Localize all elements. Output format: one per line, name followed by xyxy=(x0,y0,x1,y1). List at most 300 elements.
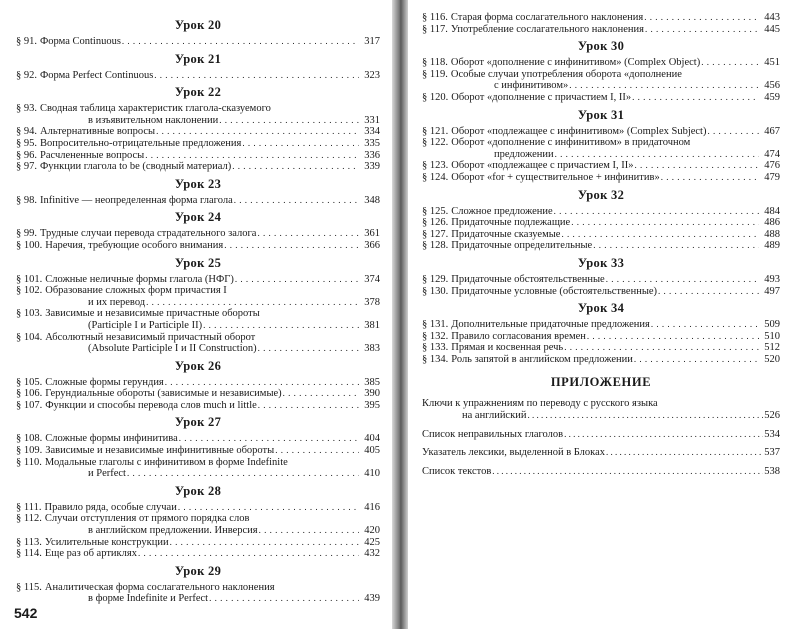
lesson-heading: Урок 31 xyxy=(577,107,625,122)
toc-entry xyxy=(16,240,380,252)
toc-entry xyxy=(422,137,780,160)
section-title: Модальные глаголы с инфинитивом в форме Indefinite xyxy=(44,456,288,468)
appendix-entry-line xyxy=(422,410,780,422)
section-title: Вопросительно-отрицательные предложения xyxy=(40,137,242,149)
leader-dots xyxy=(122,36,359,48)
section-title: (Participle I и Participle II) xyxy=(88,319,203,331)
section-number: § 96. xyxy=(16,149,37,161)
lesson-heading: Урок 23 xyxy=(174,176,222,191)
section-page: 383 xyxy=(364,343,380,355)
section-page: 374 xyxy=(364,273,380,285)
section-number: § 134. xyxy=(422,353,449,365)
appendix-title: ПРИЛОЖЕНИЕ xyxy=(550,375,652,390)
section-number: § 133. xyxy=(422,342,449,354)
toc-entry-line xyxy=(16,525,380,537)
section-page: 336 xyxy=(364,149,380,161)
section-number: § 106. xyxy=(16,388,43,400)
toc-entry xyxy=(16,513,380,536)
toc-entry-line xyxy=(422,126,780,138)
appendix-entry-page: 537 xyxy=(764,447,780,459)
leader-dots xyxy=(635,160,759,172)
section-title: Правило согласования времен xyxy=(451,330,586,342)
section-title: Infinitive — неопределенная форма глагола xyxy=(40,194,233,206)
toc-entry-line xyxy=(16,228,380,240)
section-page: 512 xyxy=(764,342,780,354)
toc-entry xyxy=(16,433,380,445)
toc-entry-line xyxy=(16,274,380,286)
section-page: 467 xyxy=(764,125,780,137)
page-number: 542 xyxy=(14,605,38,621)
appendix-entry-page: 538 xyxy=(764,465,780,477)
section-title: Правило ряда, особые случаи xyxy=(44,501,177,513)
toc-entry-line xyxy=(16,332,380,344)
toc-entry xyxy=(422,240,780,252)
section-number: § 125. xyxy=(422,205,449,217)
lesson-heading: Урок 30 xyxy=(577,39,625,54)
section-title: Сложные неличные формы глагола (НФГ) xyxy=(45,273,234,285)
section-page: 443 xyxy=(764,12,780,23)
leader-dots xyxy=(606,274,759,286)
section-title: Аналитическая форма сослагательного наклонения xyxy=(44,581,275,593)
section-page: 420 xyxy=(364,525,380,537)
toc-entry xyxy=(16,582,380,605)
section-number: § 100. xyxy=(16,239,43,251)
section-page: 366 xyxy=(364,239,380,251)
section-title: Старая форма сослагательного наклонения xyxy=(450,12,644,23)
toc-entry xyxy=(16,138,380,150)
section-number: § 129. xyxy=(422,273,449,285)
section-page: 493 xyxy=(764,273,780,285)
section-number: § 102. xyxy=(16,285,43,297)
toc-entry-line xyxy=(16,240,380,252)
section-title: предложении xyxy=(494,148,554,160)
toc-entry-line xyxy=(16,320,380,332)
section-title: Придаточные обстоятельственные xyxy=(451,273,605,285)
appendix-entry-title: Список текстов xyxy=(422,465,492,477)
section-title: в форме Indefinite и Perfect xyxy=(88,593,209,605)
toc-entry xyxy=(16,332,380,355)
section-title: с инфинитивом» xyxy=(494,80,569,92)
toc-entry-line xyxy=(422,80,780,92)
section-title: Сложное предложение xyxy=(451,205,553,217)
section-title: Оборот «дополнение с инфинитивом» (Complex Object) xyxy=(450,57,701,69)
leader-dots xyxy=(170,537,359,549)
section-page: 459 xyxy=(764,91,780,103)
right-page xyxy=(408,0,800,629)
section-title: Придаточные условные (обстоятельственные) xyxy=(451,285,658,297)
toc-entry-line xyxy=(16,502,380,514)
toc-entry-line xyxy=(422,274,780,286)
leader-dots xyxy=(564,342,759,354)
toc-entry-line xyxy=(16,150,380,162)
lesson-heading: Урок 24 xyxy=(174,210,222,225)
toc-entry-line xyxy=(16,537,380,549)
toc-entry xyxy=(16,388,380,400)
section-page: 410 xyxy=(364,468,380,480)
toc-entry xyxy=(16,70,380,82)
section-title: Оборот «for + существительное + инфинитив» xyxy=(451,171,660,183)
section-title: Еще раз об артиклях xyxy=(44,548,137,560)
section-number: § 103. xyxy=(16,308,43,320)
leader-dots xyxy=(178,502,359,514)
toc-entry xyxy=(422,172,780,184)
toc-entry xyxy=(16,457,380,480)
toc-entry-line xyxy=(16,513,380,525)
leader-dots xyxy=(242,138,359,150)
section-page: 335 xyxy=(364,137,380,149)
leader-dots xyxy=(234,195,359,207)
toc-entry-line xyxy=(16,400,380,412)
lesson-heading: Урок 22 xyxy=(174,85,222,100)
toc-entry-line xyxy=(422,331,780,343)
toc-entry xyxy=(422,12,780,24)
section-title: в изъявительном наклонении xyxy=(88,114,219,126)
toc-entry-line xyxy=(16,115,380,127)
section-number: § 101. xyxy=(16,273,43,285)
appendix-entry-line xyxy=(422,398,780,410)
lesson-heading: Урок 32 xyxy=(577,187,625,202)
section-page: 484 xyxy=(764,205,780,217)
section-title: Усилительные конструкции xyxy=(44,536,169,548)
toc-entry xyxy=(422,206,780,218)
section-page: 432 xyxy=(364,548,380,560)
toc-entry-line xyxy=(16,195,380,207)
leader-dots xyxy=(632,92,759,104)
leader-dots xyxy=(561,229,759,241)
section-page: 488 xyxy=(764,228,780,240)
section-page: 404 xyxy=(364,433,380,445)
section-title: Расчлененные вопросы xyxy=(40,149,145,161)
toc-entry xyxy=(16,285,380,308)
appendix-entry-page: 534 xyxy=(764,428,780,440)
section-title: Оборот «подлежащее с причастием I, II» xyxy=(451,160,634,172)
section-title: Дополнительные придаточные предложения xyxy=(451,319,650,331)
section-number: § 132. xyxy=(422,330,449,342)
section-title: Употребление сослагательного наклонения xyxy=(450,23,644,35)
section-title: Форма Perfect Continuous xyxy=(40,69,154,81)
leader-dots xyxy=(701,57,759,69)
section-number: § 98. xyxy=(16,194,37,206)
section-number: § 121. xyxy=(422,125,449,137)
leader-dots xyxy=(154,70,359,82)
leader-dots xyxy=(283,388,359,400)
leader-dots xyxy=(707,126,759,138)
lesson-heading: Урок 29 xyxy=(174,563,222,578)
section-title: Случаи отступления от прямого порядка слов xyxy=(44,513,250,525)
toc-entry-line xyxy=(422,92,780,104)
section-page: 439 xyxy=(364,593,380,605)
toc-entry xyxy=(422,274,780,286)
left-page xyxy=(0,0,392,629)
section-title: Зависимые и независимые причастные обороты xyxy=(45,308,260,320)
leader-dots xyxy=(587,331,759,343)
toc-entry xyxy=(422,354,780,366)
appendix-entry-line xyxy=(422,429,780,441)
toc-entry xyxy=(16,161,380,173)
section-number: § 95. xyxy=(16,137,37,149)
section-page: 331 xyxy=(364,114,380,126)
section-page: 339 xyxy=(364,161,380,173)
toc-entry-line xyxy=(16,70,380,82)
section-number: § 126. xyxy=(422,217,449,229)
section-page: 451 xyxy=(764,57,780,69)
section-number: § 97. xyxy=(16,161,37,173)
toc-entry xyxy=(16,537,380,549)
toc-entry-line xyxy=(422,354,780,366)
section-number: § 127. xyxy=(422,228,449,240)
leader-dots xyxy=(645,24,759,36)
section-number: § 117. xyxy=(422,23,448,35)
section-page: 390 xyxy=(364,388,380,400)
section-title: и их перевод xyxy=(88,296,146,308)
toc-entry xyxy=(422,92,780,104)
toc-entry xyxy=(16,400,380,412)
section-title: Зависимые и независимые инфинитивные обороты xyxy=(45,445,275,457)
section-page: 334 xyxy=(364,126,380,138)
lesson-heading: Урок 21 xyxy=(174,51,222,66)
section-page: 497 xyxy=(764,285,780,297)
section-page: 395 xyxy=(364,399,380,411)
leader-dots xyxy=(564,429,763,441)
toc-entry xyxy=(16,308,380,331)
section-number: § 115. xyxy=(16,581,42,593)
section-title: Особые случаи употребления оборота «дополнение xyxy=(450,68,682,80)
appendix-entry-title: Ключи к упражнениям по переводу с русского языка xyxy=(422,398,658,410)
section-page: 425 xyxy=(364,536,380,548)
section-page: 385 xyxy=(364,376,380,388)
appendix-entry xyxy=(422,429,780,441)
toc-entry-line xyxy=(16,593,380,605)
toc-entry-line xyxy=(16,343,380,355)
section-number: § 112. xyxy=(16,513,42,525)
leader-dots xyxy=(661,172,759,184)
section-title: Сводная таблица характеристик глагола-сказуемого xyxy=(40,103,271,115)
toc-entry-line xyxy=(422,229,780,241)
appendix-entry-line xyxy=(422,447,780,459)
section-title: Оборот «дополнение с причастием I, II» xyxy=(451,91,632,103)
section-number: § 108. xyxy=(16,433,43,445)
section-page: 445 xyxy=(764,23,780,35)
toc-entry-line xyxy=(16,445,380,457)
toc-entry-line xyxy=(16,103,380,115)
section-number: § 118. xyxy=(422,57,448,69)
section-title: Образование сложных форм причастия I xyxy=(45,285,227,297)
section-title: Альтернативные вопросы xyxy=(40,126,156,138)
leader-dots xyxy=(555,149,759,161)
section-number: § 94. xyxy=(16,126,37,138)
leader-dots xyxy=(658,286,759,298)
toc-entry-line xyxy=(422,149,780,161)
section-number: § 120. xyxy=(422,91,449,103)
leader-dots xyxy=(179,433,359,445)
toc-entry xyxy=(422,331,780,343)
section-title: Придаточные подлежащие xyxy=(451,217,571,229)
toc-entry xyxy=(16,228,380,240)
leader-dots xyxy=(593,240,759,252)
section-title: Функции глагола to be (сводный материал) xyxy=(40,161,232,173)
toc-entry-line xyxy=(16,388,380,400)
section-page: 361 xyxy=(364,228,380,240)
section-title: Сложные формы инфинитива xyxy=(45,433,178,445)
toc-entry xyxy=(16,548,380,560)
section-title: Герундиальные обороты (зависимые и независимые) xyxy=(45,388,282,400)
section-page: 474 xyxy=(764,148,780,160)
toc-entry-line xyxy=(422,137,780,149)
toc-entry-line xyxy=(16,377,380,389)
section-title: Оборот «подлежащее с инфинитивом» (Complex Subject) xyxy=(451,125,707,137)
section-number: § 99. xyxy=(16,228,37,240)
leader-dots xyxy=(492,466,763,478)
leader-dots xyxy=(219,115,359,127)
appendix-entry-title: Указатель лексики, выделенной в Блоках xyxy=(422,447,606,459)
toc-entry-line xyxy=(16,582,380,594)
toc-entry-line xyxy=(422,12,780,24)
leader-dots xyxy=(571,217,759,229)
leader-dots xyxy=(644,12,759,24)
section-page: 476 xyxy=(764,160,780,172)
appendix-entry-line xyxy=(422,466,780,478)
toc-entry-line xyxy=(422,160,780,172)
section-page: 323 xyxy=(364,69,380,81)
appendix-entry xyxy=(422,466,780,478)
toc-entry xyxy=(16,126,380,138)
appendix-entry-title: на английский xyxy=(462,410,527,422)
appendix-entry xyxy=(422,447,780,459)
section-number: § 107. xyxy=(16,399,43,411)
section-page: 486 xyxy=(764,217,780,229)
toc-entry xyxy=(422,286,780,298)
leader-dots xyxy=(258,400,359,412)
section-page: 405 xyxy=(364,445,380,457)
lesson-heading: Урок 33 xyxy=(577,255,625,270)
toc-entry-line xyxy=(422,69,780,81)
toc-entry xyxy=(422,69,780,92)
leader-dots xyxy=(209,593,359,605)
section-number: § 122. xyxy=(422,137,449,149)
toc-entry-line xyxy=(16,433,380,445)
section-number: § 116. xyxy=(422,12,448,23)
section-page: 520 xyxy=(764,353,780,365)
toc-entry-line xyxy=(16,285,380,297)
toc-entry xyxy=(16,445,380,457)
toc-entry-line xyxy=(422,217,780,229)
toc-entry-line xyxy=(16,468,380,480)
section-title: Наречия, требующие особого внимания xyxy=(45,239,224,251)
toc-entry xyxy=(16,36,380,48)
toc-entry xyxy=(16,502,380,514)
section-title: Трудные случаи перевода страдательного залога xyxy=(40,228,257,240)
section-number: § 91. xyxy=(16,36,37,47)
leader-dots xyxy=(127,468,359,480)
section-number: § 104. xyxy=(16,331,43,343)
toc-entry-line xyxy=(422,240,780,252)
toc-entry-line xyxy=(422,172,780,184)
leader-dots xyxy=(235,274,359,286)
section-number: § 114. xyxy=(16,548,42,560)
toc-entry xyxy=(422,342,780,354)
section-title: Прямая и косвенная речь xyxy=(451,342,564,354)
toc-entry xyxy=(16,377,380,389)
section-title: Оборот «дополнение с инфинитивом» в придаточном xyxy=(451,137,691,149)
leader-dots xyxy=(554,206,759,218)
leader-dots xyxy=(257,228,359,240)
toc-entry xyxy=(422,160,780,172)
leader-dots xyxy=(156,126,359,138)
section-title: Функции и способы перевода слов much и little xyxy=(45,399,257,411)
section-title: Абсолютный независимый причастный оборот xyxy=(45,331,256,343)
section-number: § 128. xyxy=(422,240,449,252)
section-title: (Absolute Participle I и II Construction) xyxy=(88,343,257,355)
toc-entry xyxy=(422,229,780,241)
lesson-heading: Урок 28 xyxy=(174,483,222,498)
toc-entry-line xyxy=(16,138,380,150)
leader-dots xyxy=(275,445,359,457)
appendix-entry-title: Список неправильных глаголов xyxy=(422,428,564,440)
section-number: § 111. xyxy=(16,501,42,513)
toc-entry-line xyxy=(16,161,380,173)
leader-dots xyxy=(606,447,763,459)
leader-dots xyxy=(527,410,763,422)
toc-entry xyxy=(16,274,380,286)
leader-dots xyxy=(224,240,359,252)
toc-entry-line xyxy=(16,126,380,138)
section-page: 348 xyxy=(364,194,380,206)
book-gutter xyxy=(392,0,408,629)
leader-dots xyxy=(146,297,359,309)
toc-entry xyxy=(422,217,780,229)
toc-entry-line xyxy=(422,286,780,298)
leader-dots xyxy=(634,354,759,366)
toc-entry xyxy=(422,57,780,69)
section-title: и Perfect xyxy=(88,468,126,480)
leader-dots xyxy=(145,150,359,162)
leader-dots xyxy=(258,343,359,355)
section-page: 456 xyxy=(764,80,780,92)
leader-dots xyxy=(259,525,359,537)
section-title: Придаточные определительные xyxy=(451,240,593,252)
section-number: § 124. xyxy=(422,171,449,183)
section-page: 479 xyxy=(764,171,780,183)
section-number: § 110. xyxy=(16,456,42,468)
toc-entry-line xyxy=(422,24,780,36)
section-page: 378 xyxy=(364,296,380,308)
section-title: Форма Continuous xyxy=(40,36,121,47)
section-page: 489 xyxy=(764,240,780,252)
toc-entry xyxy=(422,126,780,138)
toc-entry-line xyxy=(16,36,380,48)
section-number: § 93. xyxy=(16,103,37,115)
toc-entry xyxy=(16,103,380,126)
toc-entry-line xyxy=(422,206,780,218)
section-number: § 130. xyxy=(422,285,449,297)
lesson-heading: Урок 26 xyxy=(174,358,222,373)
toc-entry-line xyxy=(16,457,380,469)
toc-entry xyxy=(16,195,380,207)
section-page: 381 xyxy=(364,319,380,331)
leader-dots xyxy=(203,320,359,332)
lesson-heading: Урок 27 xyxy=(174,415,222,430)
toc-entry xyxy=(422,319,780,331)
section-number: § 92. xyxy=(16,69,37,81)
section-number: § 131. xyxy=(422,319,449,331)
toc-entry-line xyxy=(16,308,380,320)
section-title: Придаточные сказуемые xyxy=(451,228,561,240)
section-title: Сложные формы герундия xyxy=(45,376,164,388)
section-number: § 113. xyxy=(16,536,42,548)
section-title: в английском предложении. Инверсия xyxy=(88,525,258,537)
section-number: § 105. xyxy=(16,376,43,388)
leader-dots xyxy=(651,319,759,331)
